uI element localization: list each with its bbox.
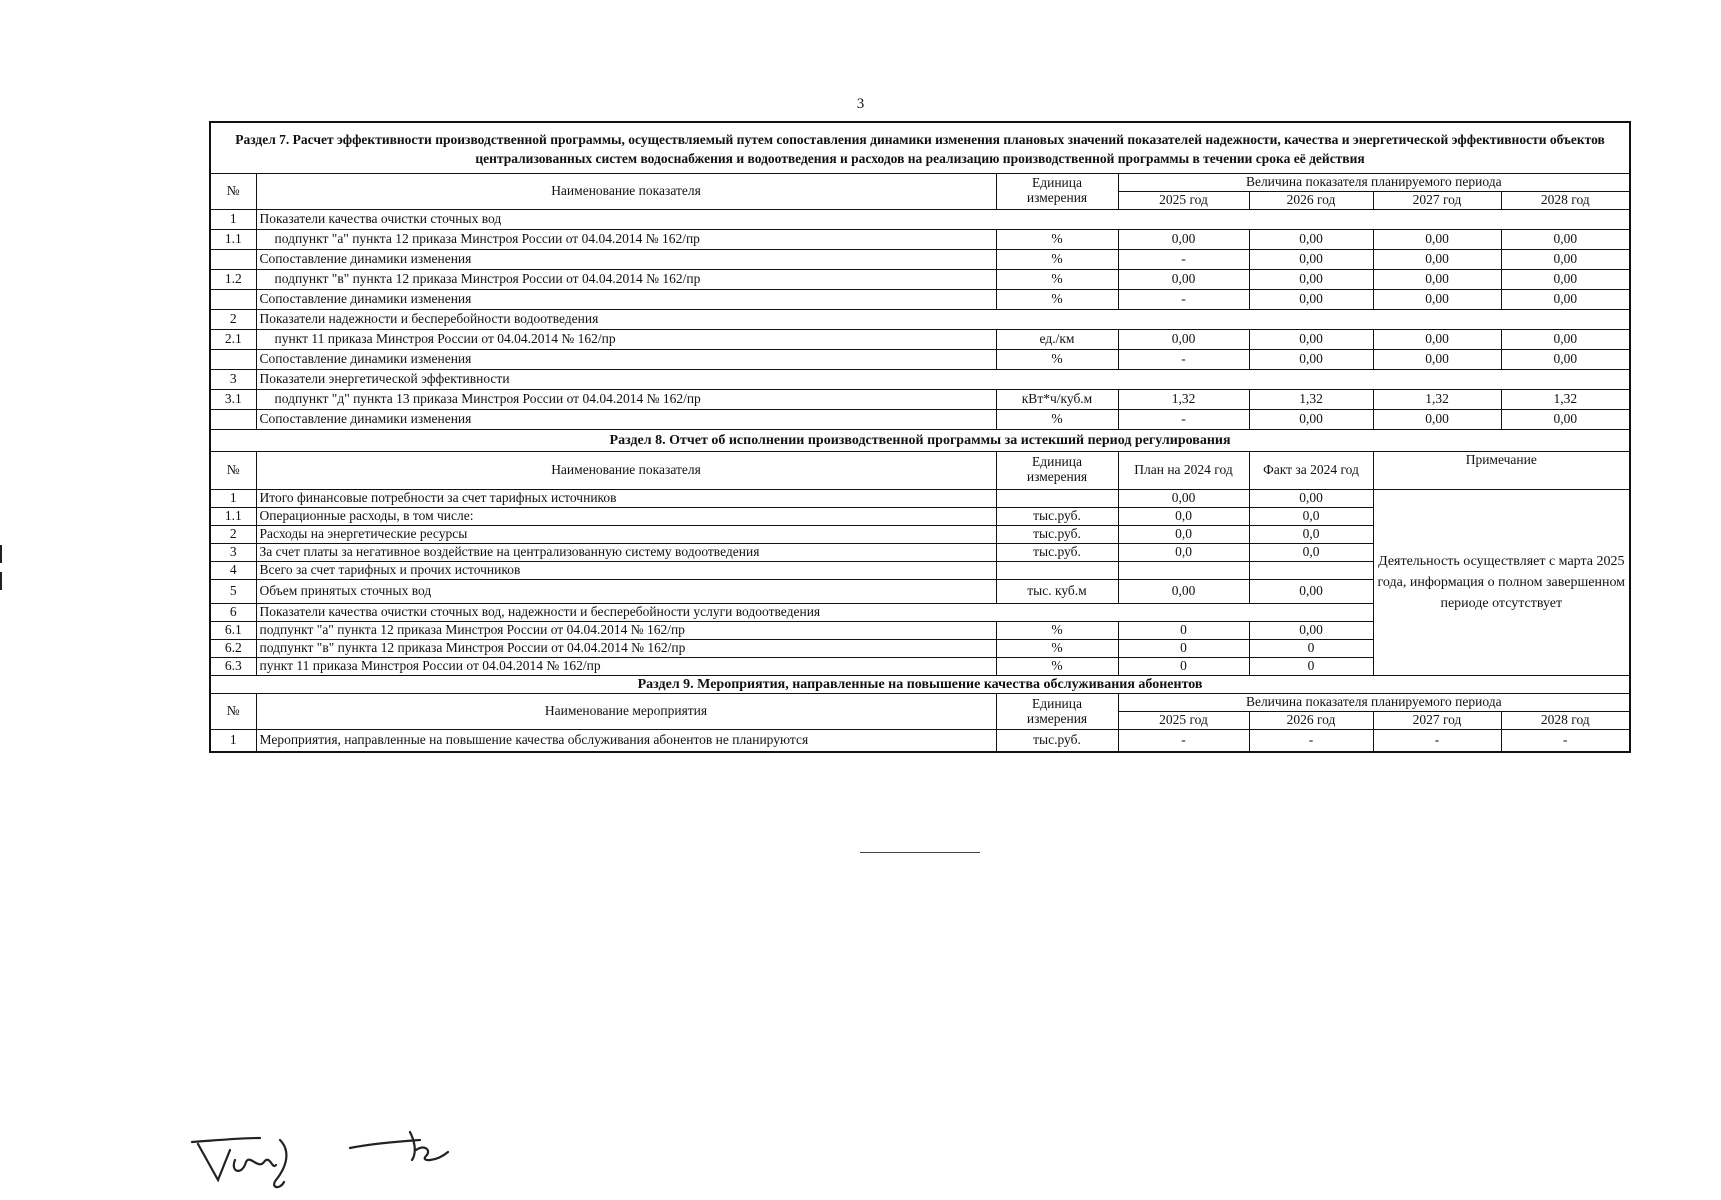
row-num: 1.1 [210,229,256,249]
header-year: 2027 год [1373,191,1501,209]
row-plan: 0,0 [1118,543,1249,561]
row-num: 1 [210,209,256,229]
row-unit: тыс.руб. [996,730,1118,752]
table-row [210,730,1630,752]
table-row [210,269,1630,289]
table-row [210,489,1630,507]
row-unit: % [996,229,1118,249]
row-value: - [1118,249,1249,269]
row-name: Операционные расходы, в том числе: [256,507,996,525]
row-value: 0,00 [1249,349,1373,369]
header-note: Примечание [1373,451,1630,489]
header-row [210,694,1630,712]
row-value: - [1118,289,1249,309]
row-value: - [1249,730,1373,752]
row-num: 2.1 [210,329,256,349]
row-value: 0,00 [1501,269,1630,289]
header-name: Наименование показателя [256,451,996,489]
row-num: 1.1 [210,507,256,525]
table-row [210,229,1630,249]
row-value: - [1373,730,1501,752]
row-unit: кВт*ч/куб.м [996,389,1118,409]
section-title-row [210,429,1630,451]
row-value: 0,00 [1118,329,1249,349]
row-unit [996,489,1118,507]
row-num [210,289,256,309]
row-num: 3 [210,369,256,389]
row-unit: % [996,249,1118,269]
page-number: 3 [856,96,865,112]
row-unit [996,561,1118,579]
header-unit-line: измерения [1026,710,1088,726]
group-row [210,369,1630,389]
row-num: 5 [210,579,256,603]
row-name: подпункт "а" пункта 12 приказа Минстроя России от 04.04.2014 № 162/пр [256,621,996,639]
row-unit: % [996,349,1118,369]
row-value: 1,32 [1501,389,1630,409]
row-unit: % [996,289,1118,309]
row-name: Итого финансовые потребности за счет тарифных источников [256,489,996,507]
group-name: Показатели энергетической эффективности [256,369,1630,389]
row-fact: 0,00 [1249,621,1373,639]
row-plan: 0,0 [1118,507,1249,525]
row-value: - [1118,730,1249,752]
group-name: Показатели надежности и бесперебойности водоотведения [256,309,1630,329]
handwritten-signatures [180,1110,480,1200]
header-name: Наименование показателя [256,173,996,209]
row-unit: % [996,409,1118,429]
header-fact: Факт за 2024 год [1249,451,1373,489]
row-name: Расходы на энергетические ресурсы [256,525,996,543]
row-unit: % [996,269,1118,289]
row-fact: 0,00 [1249,579,1373,603]
row-fact: 0,0 [1249,543,1373,561]
header-period: Величина показателя планируемого периода [1118,694,1630,712]
row-num: 6.2 [210,639,256,657]
row-fact: 0 [1249,657,1373,675]
header-unit-line: измерения [1026,190,1088,206]
row-unit: % [996,639,1118,657]
header-plan: План на 2024 год [1118,451,1249,489]
row-value: 0,00 [1501,329,1630,349]
header-num: № [210,173,256,209]
row-num: 6.1 [210,621,256,639]
section-title-row [210,122,1630,173]
section-9-title: Раздел 9. Мероприятия, направленные на повышение качества обслуживания абонентов [210,675,1630,693]
row-plan: 0 [1118,639,1249,657]
row-num: 1 [210,730,256,752]
group-row [210,209,1630,229]
row-plan: 0,0 [1118,525,1249,543]
row-plan: 0,00 [1118,489,1249,507]
row-fact: 0,00 [1249,489,1373,507]
row-fact: 0,0 [1249,525,1373,543]
row-name: подпункт "д" пункта 13 приказа Минстроя России от 04.04.2014 № 162/пр [256,389,996,409]
header-year: 2026 год [1249,712,1373,730]
row-value: 0,00 [1249,329,1373,349]
row-value: 0,00 [1501,229,1630,249]
row-name: пункт 11 приказа Минстроя России от 04.04.2014 № 162/пр [256,329,996,349]
table-row [210,249,1630,269]
header-year: 2025 год [1118,191,1249,209]
row-value: 0,00 [1373,329,1501,349]
row-num [210,409,256,429]
note-text: Деятельность осуществляет с марта 2025 года, информация о полном завершенном периоде отсутствует [1373,489,1630,675]
row-fact: 0,0 [1249,507,1373,525]
group-name: Показатели качества очистки сточных вод [256,209,1630,229]
row-name: За счет платы за негативное воздействие на централизованную систему водоотведения [256,543,996,561]
row-num: 6.3 [210,657,256,675]
row-value: 0,00 [1249,249,1373,269]
row-value: 0,00 [1501,349,1630,369]
row-value: 1,32 [1373,389,1501,409]
end-divider [860,852,980,853]
row-value: - [1501,730,1630,752]
row-name: подпункт "в" пункта 12 приказа Минстроя России от 04.04.2014 № 162/пр [256,269,996,289]
header-period: Величина показателя планируемого периода [1118,173,1630,191]
header-unit-line: измерения [1026,469,1088,485]
header-name: Наименование мероприятия [256,694,996,730]
table-row [210,329,1630,349]
row-name: Мероприятия, направленные на повышение качества обслуживания абонентов не планируются [256,730,996,752]
row-num [210,249,256,269]
header-row [210,173,1630,191]
scan-margin-mark [0,572,2,590]
row-name: подпункт "а" пункта 12 приказа Минстроя России от 04.04.2014 № 162/пр [256,229,996,249]
row-unit: тыс.руб. [996,543,1118,561]
section-title-row [210,675,1630,693]
row-num: 1.2 [210,269,256,289]
header-unit-line: Единица [1031,454,1082,470]
section-7-title: Раздел 7. Расчет эффективности производственной программы, осуществляемый путем сопоставления динамики изменения плановых значений показателей надежности, качества и энергетической эффективности объектов централизованных систем водоснабжения и водоотведения и расходов на реализацию производственной программы в течении срока её действия [210,122,1630,173]
header-num: № [210,694,256,730]
header-year: 2026 год [1249,191,1373,209]
header-row [210,451,1630,489]
table-row [210,349,1630,369]
row-plan: 0,00 [1118,579,1249,603]
group-row [210,309,1630,329]
row-unit: % [996,621,1118,639]
row-name: пункт 11 приказа Минстроя России от 04.04.2014 № 162/пр [256,657,996,675]
row-unit: тыс.руб. [996,507,1118,525]
row-name: Всего за счет тарифных и прочих источников [256,561,996,579]
row-value: 0,00 [1118,269,1249,289]
row-value: 0,00 [1501,409,1630,429]
row-name: Сопоставление динамики изменения [256,349,996,369]
row-num [210,349,256,369]
row-value: 1,32 [1249,389,1373,409]
header-year: 2027 год [1373,712,1501,730]
row-num: 2 [210,525,256,543]
row-value: 0,00 [1373,229,1501,249]
header-unit-line: Единица [1031,175,1082,191]
scan-margin-mark [0,545,2,563]
row-plan: 0 [1118,621,1249,639]
table-row [210,389,1630,409]
row-num: 1 [210,489,256,507]
section-8-title: Раздел 8. Отчет об исполнении производственной программы за истекший период регулирования [210,429,1630,451]
row-plan [1118,561,1249,579]
row-unit: % [996,657,1118,675]
row-name: Объем принятых сточных вод [256,579,996,603]
row-value: - [1118,349,1249,369]
header-num: № [210,451,256,489]
row-num: 6 [210,603,256,621]
row-plan: 0 [1118,657,1249,675]
row-unit: тыс. куб.м [996,579,1118,603]
header-unit-line: Единица [1031,695,1082,711]
table-row [210,289,1630,309]
row-value: 0,00 [1373,249,1501,269]
header-year: 2028 год [1501,712,1630,730]
header-unit [996,173,1118,209]
row-num: 2 [210,309,256,329]
header-year: 2028 год [1501,191,1630,209]
row-num: 3.1 [210,389,256,409]
row-num: 4 [210,561,256,579]
row-value: 0,00 [1249,269,1373,289]
row-name: Сопоставление динамики изменения [256,249,996,269]
row-name: подпункт "в" пункта 12 приказа Минстроя России от 04.04.2014 № 162/пр [256,639,996,657]
header-year: 2025 год [1118,712,1249,730]
row-num: 3 [210,543,256,561]
row-value: 0,00 [1249,229,1373,249]
row-name: Сопоставление динамики изменения [256,409,996,429]
row-value: 0,00 [1249,409,1373,429]
row-unit: тыс.руб. [996,525,1118,543]
header-unit [996,451,1118,489]
row-value: - [1118,409,1249,429]
row-value: 0,00 [1373,349,1501,369]
table-row [210,409,1630,429]
row-value: 0,00 [1373,289,1501,309]
program-report-table [209,121,1631,753]
header-unit [996,694,1118,730]
row-value: 0,00 [1118,229,1249,249]
row-value: 0,00 [1249,289,1373,309]
row-fact: 0 [1249,639,1373,657]
table-body [210,122,1630,752]
group-name: Показатели качества очистки сточных вод, надежности и бесперебойности услуги водоотведения [256,603,1373,621]
row-name: Сопоставление динамики изменения [256,289,996,309]
row-fact [1249,561,1373,579]
row-value: 1,32 [1118,389,1249,409]
row-value: 0,00 [1501,249,1630,269]
row-value: 0,00 [1373,269,1501,289]
row-unit: ед./км [996,329,1118,349]
row-value: 0,00 [1501,289,1630,309]
row-value: 0,00 [1373,409,1501,429]
